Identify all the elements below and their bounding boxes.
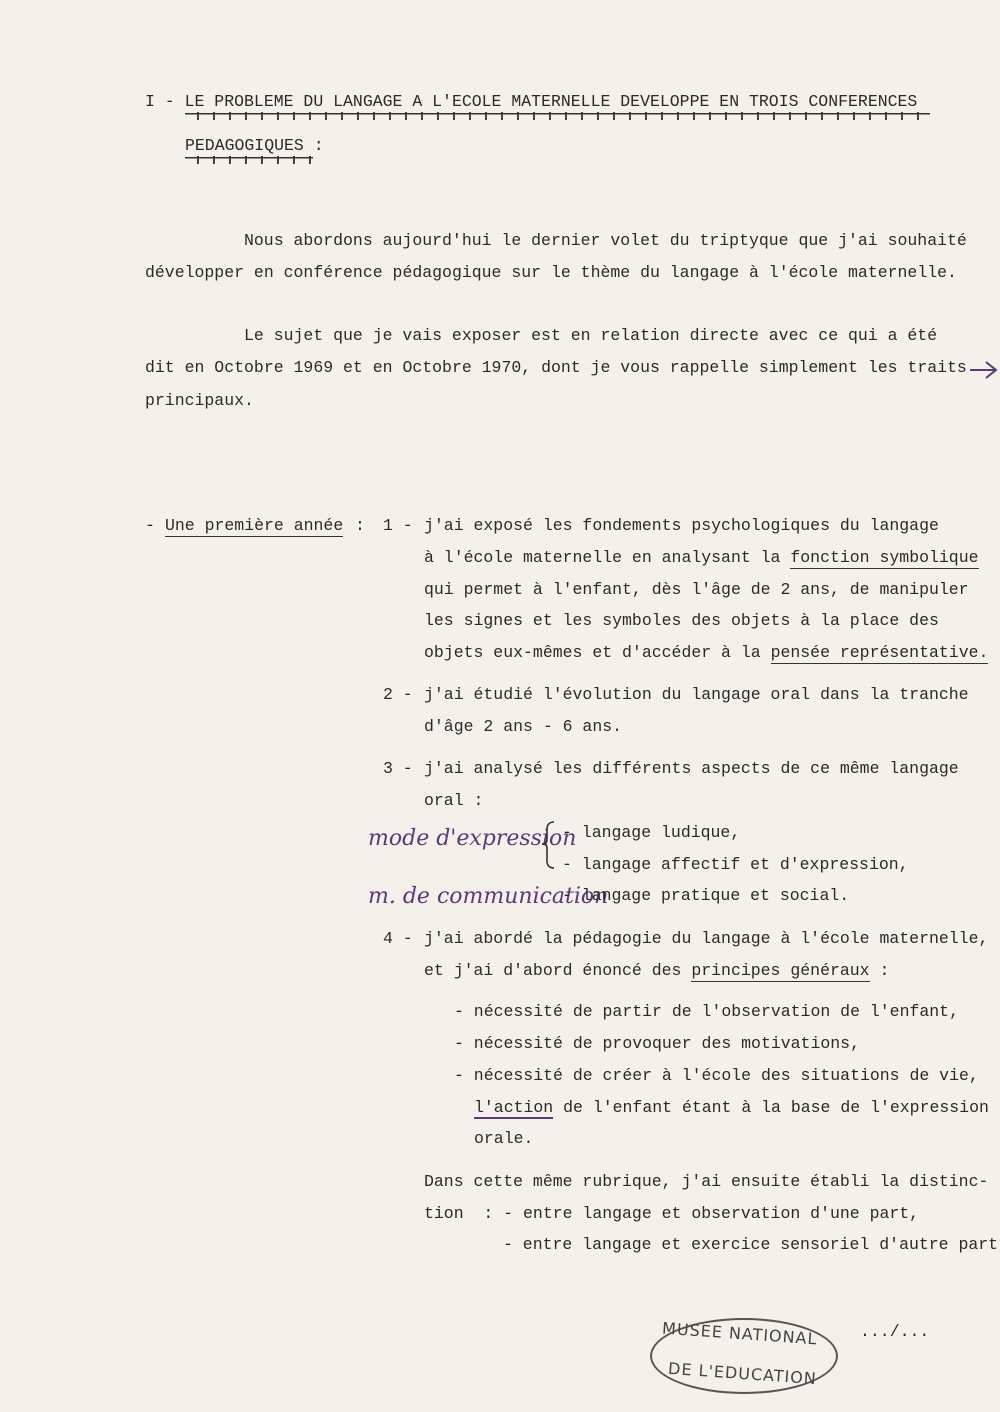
item3-number: 3 - [383, 759, 413, 778]
item4-bullet-3: - nécessité de créer à l'école des situations de vie, [454, 1066, 979, 1085]
heading-line-1: I - LE PROBLEME DU LANGAGE A L'ECOLE MATERNELLE DEVELOPPE EN TROIS CONFERENCES [145, 92, 918, 111]
item3-line-2: oral : [424, 791, 484, 810]
item4-line-1: j'ai abordé la pédagogie du langage à l'école maternelle, [424, 929, 989, 948]
item1-line-4: les signes et les symboles des objets à la place des [424, 611, 939, 630]
heading-underline-1 [185, 112, 930, 120]
item4-bullet-3-cont-text: de l'enfant étant à la base de l'expression [553, 1098, 989, 1117]
rubrique-line-2: tion : - entre langage et observation d'une part, [424, 1204, 920, 1223]
item4-line-2 [424, 961, 889, 981]
item2-number: 2 - [383, 685, 413, 704]
item1-line-2 [424, 548, 979, 568]
item1-line-5-text: objets eux-mêmes et d'accéder à la [424, 643, 771, 662]
item2-line-2: d'âge 2 ans - 6 ans. [424, 717, 623, 736]
heading-underline-2 [185, 156, 313, 164]
intro-p1-line-2: développer en conférence pédagogique sur le thème du langage à l'école maternelle. [145, 263, 957, 282]
item3-bullet-3: - langage pratique et social. [562, 886, 850, 905]
item3-line-1: j'ai analysé les différents aspects de ce même langage [424, 759, 959, 778]
intro-p1-line-1: Nous abordons aujourd'hui le dernier volet du triptyque que j'ai souhaité [244, 231, 967, 250]
item4-line-2-text: et j'ai d'abord énoncé des [424, 961, 692, 980]
item2-line-1: j'ai étudié l'évolution du langage oral dans la tranche [424, 685, 969, 704]
item1-pensee-representative: pensée représentative. [770, 643, 989, 662]
stamp-top-text: MUSEE NATIONAL [661, 1318, 819, 1349]
item3-bullet-2: - langage affectif et d'expression, [562, 855, 909, 874]
item4-bullet-2: - nécessité de provoquer des motivations, [454, 1034, 860, 1053]
item4-number: 4 - [383, 929, 413, 948]
intro-p2-line-3: principaux. [145, 391, 254, 410]
stamp-bottom-text: DE L'EDUCATION [667, 1358, 818, 1389]
item4-action: l'action [474, 1098, 554, 1117]
item4-bullet-3-end: orale. [474, 1129, 534, 1148]
rubrique-line-1: Dans cette même rubrique, j'ai ensuite établi la distinc- [424, 1172, 989, 1191]
intro-p2-line-2: dit en Octobre 1969 et en Octobre 1970, dont je vous rappelle simplement les traits [145, 358, 967, 377]
year-label [165, 516, 343, 536]
item4-bullet-3-cont [474, 1098, 989, 1118]
intro-p2-line-1: Le sujet que je vais exposer est en relation directe avec ce qui a été [244, 326, 938, 345]
brace-icon [540, 818, 558, 870]
item3-bullet-1: - langage ludique, [562, 823, 741, 842]
year-label-text: Une première année [165, 516, 344, 535]
handwritten-note-expression: mode d'expression [368, 826, 577, 851]
item1-fonction-symbolique: fonction symbolique [790, 548, 979, 567]
continuation-mark: .../... [860, 1322, 930, 1341]
item1-number: 1 - [383, 516, 413, 535]
heading-line-2: PEDAGOGIQUES : [185, 136, 324, 155]
year-dash: - [145, 516, 155, 535]
item1-line-1: j'ai exposé les fondements psychologiques du langage [424, 516, 939, 535]
arrow-right-icon [968, 358, 1000, 380]
item4-bullet-1: - nécessité de partir de l'observation de l'enfant, [454, 1002, 959, 1021]
item1-line-2-text: à l'école maternelle en analysant la [424, 548, 791, 567]
year-colon: : [355, 516, 365, 535]
item1-line-3: qui permet à l'enfant, dès l'âge de 2 ans, de manipuler [424, 580, 969, 599]
item1-line-5 [424, 643, 988, 663]
handwritten-note-communication: m. de communication [368, 884, 609, 909]
item4-principes-generaux: principes généraux [691, 961, 870, 980]
rubrique-line-3: - entre langage et exercice sensoriel d'autre part [503, 1235, 999, 1254]
item4-line-2-colon: : [869, 961, 890, 980]
